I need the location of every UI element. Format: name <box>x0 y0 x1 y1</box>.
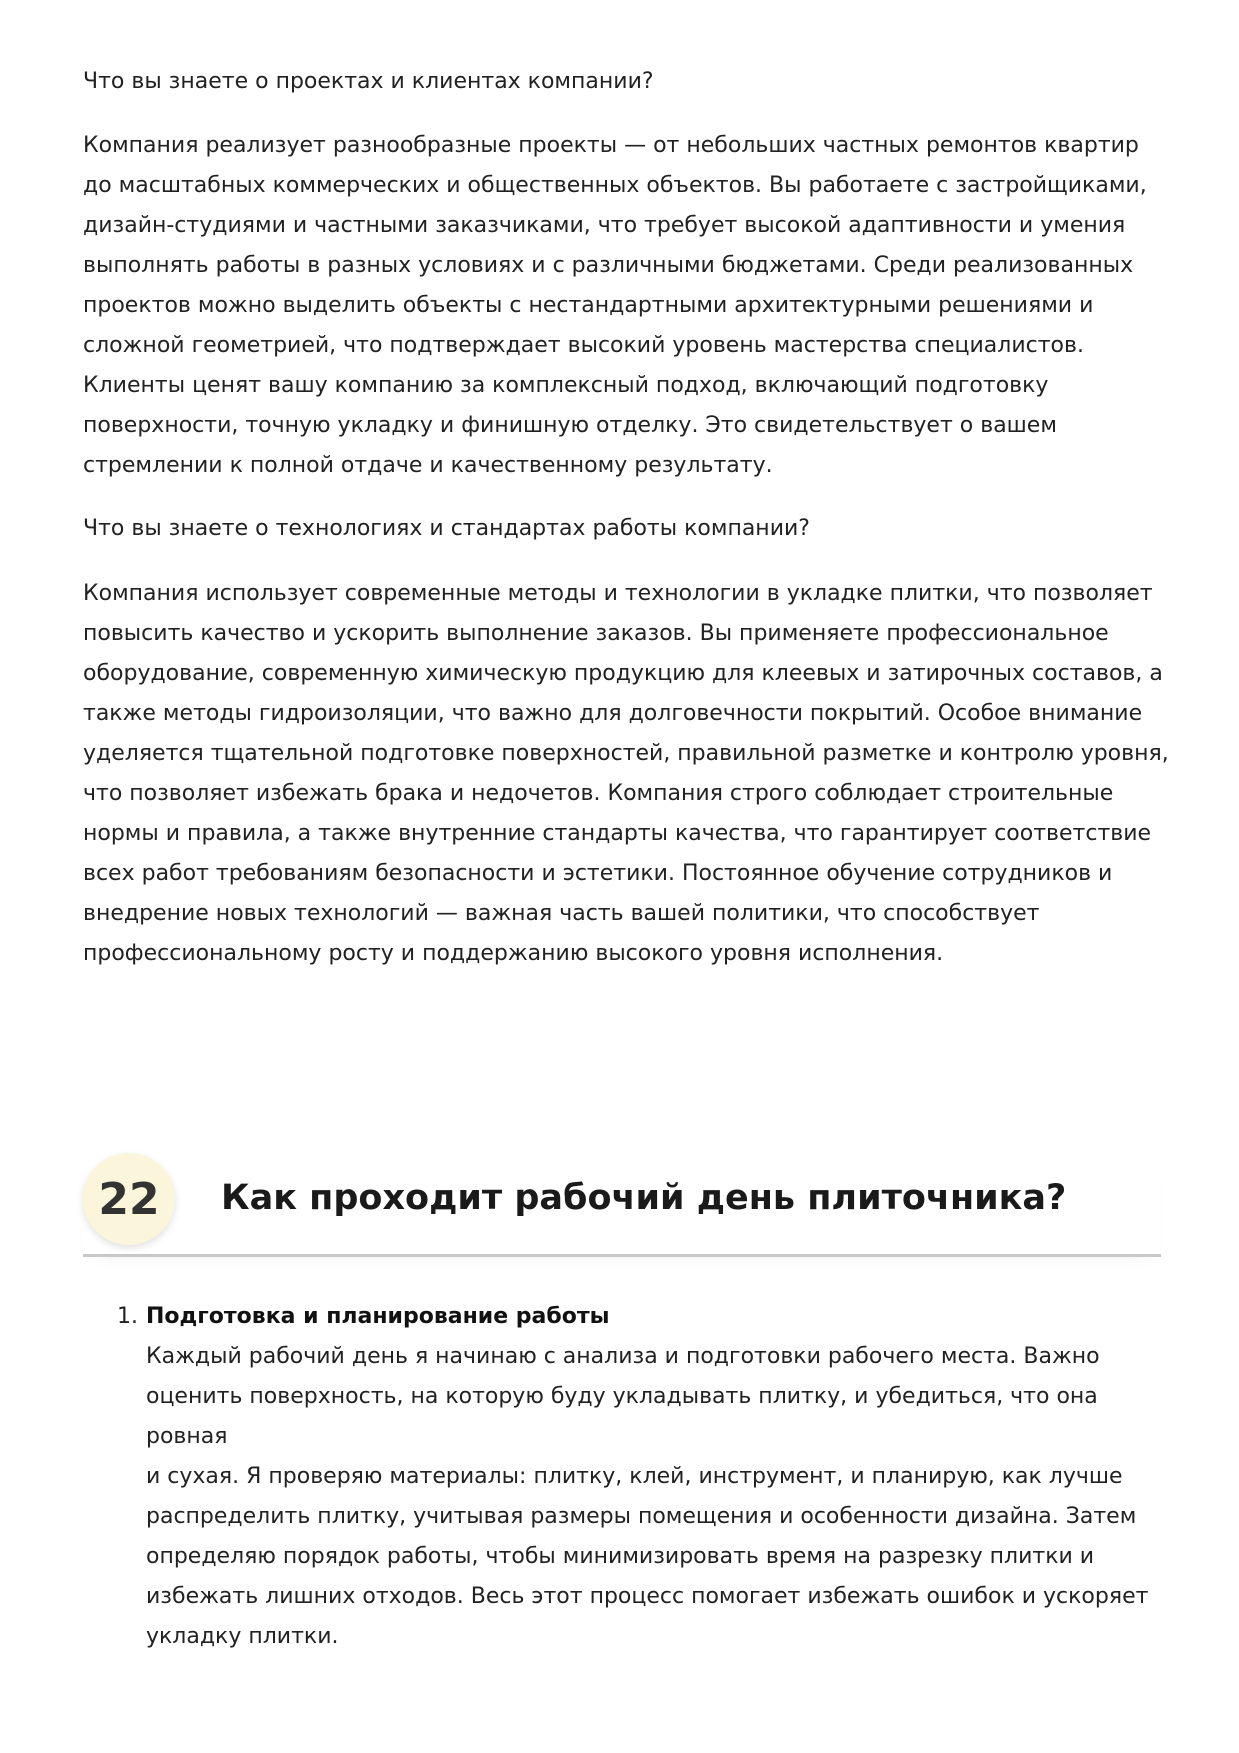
list-item-title: Подготовка и планирование работы <box>146 1304 610 1329</box>
section-number-badge: 22 <box>83 1153 175 1245</box>
answer-technologies <box>83 574 1173 974</box>
answer-technologies-text: Компания использует современные методы и технологии в укладке плитки, что позволяет повысить качество и ускорить выполнение заказов. Вы применяете профессиональное оборудование, современную химическую продукцию для клеевых и затирочных составов, а также методы гидроизоляции, что важно для долговечности покрытий. Особое внимание уделяется тщательной подготовке поверхностей, правильной разметке и контролю уровня, что позволяет избежать брака и недочетов. Компания строго соблюдает строительные нормы и правила, а также внутренние стандарты качества, что гарантирует соответствие всех работ требованиям безопасности и эстетики. Постоянное обучение сотрудников и внедрение новых технологий — важная часть вашей политики, что способствует профессиональному росту и поддержанию высокого уровня исполнения. <box>83 581 1169 966</box>
list-item <box>83 1297 1173 1657</box>
question-technologies <box>83 509 1173 549</box>
answer-projects <box>83 126 1173 486</box>
list-item-body: Каждый рабочий день я начинаю с анализа и подготовки рабочего места. Важно оценить поверхность, на которую буду укладывать плитку, и убедиться, что она ровная и сухая. Я проверяю материалы: плитку, клей, инструмент, и планирую, как лучше распределить плитку, учитывая размеры помещения и особенности дизайна. Затем определяю порядок работы, чтобы минимизировать время на разрезку плитки и избежать лишних отходов. Весь этот процесс помогает избежать ошибок и ускоряет укладку плитки. <box>146 1344 1149 1649</box>
section-title: Как проходит рабочий день плиточника? <box>221 1178 1067 1218</box>
steps-list <box>83 1297 1173 1657</box>
question-projects <box>83 62 1173 102</box>
question-technologies-text: Что вы знаете о технологиях и стандартах работы компании? <box>83 516 810 541</box>
list-item-number: 1. <box>117 1304 138 1329</box>
question-projects-text: Что вы знаете о проектах и клиентах компании? <box>83 69 654 94</box>
section-header <box>83 1150 1161 1258</box>
answer-projects-text: Компания реализует разнообразные проекты — от небольших частных ремонтов квартир до масштабных коммерческих и общественных объектов. Вы работаете с застройщиками, дизайн-студиями и частными заказчиками, что требует высокой адаптивности и умения выполнять работы в разных условиях и с различными бюджетами. Среди реализованных проектов можно выделить объекты с нестандартными архитектурными решениями и сложной геометрией, что подтверждает высокий уровень мастерства специалистов. Клиенты ценят вашу компанию за комплексный подход, включающий подготовку поверхности, точную укладку и финишную отделку. Это свидетельствует о вашем стремлении к полной отдаче и качественному результату. <box>83 133 1147 478</box>
